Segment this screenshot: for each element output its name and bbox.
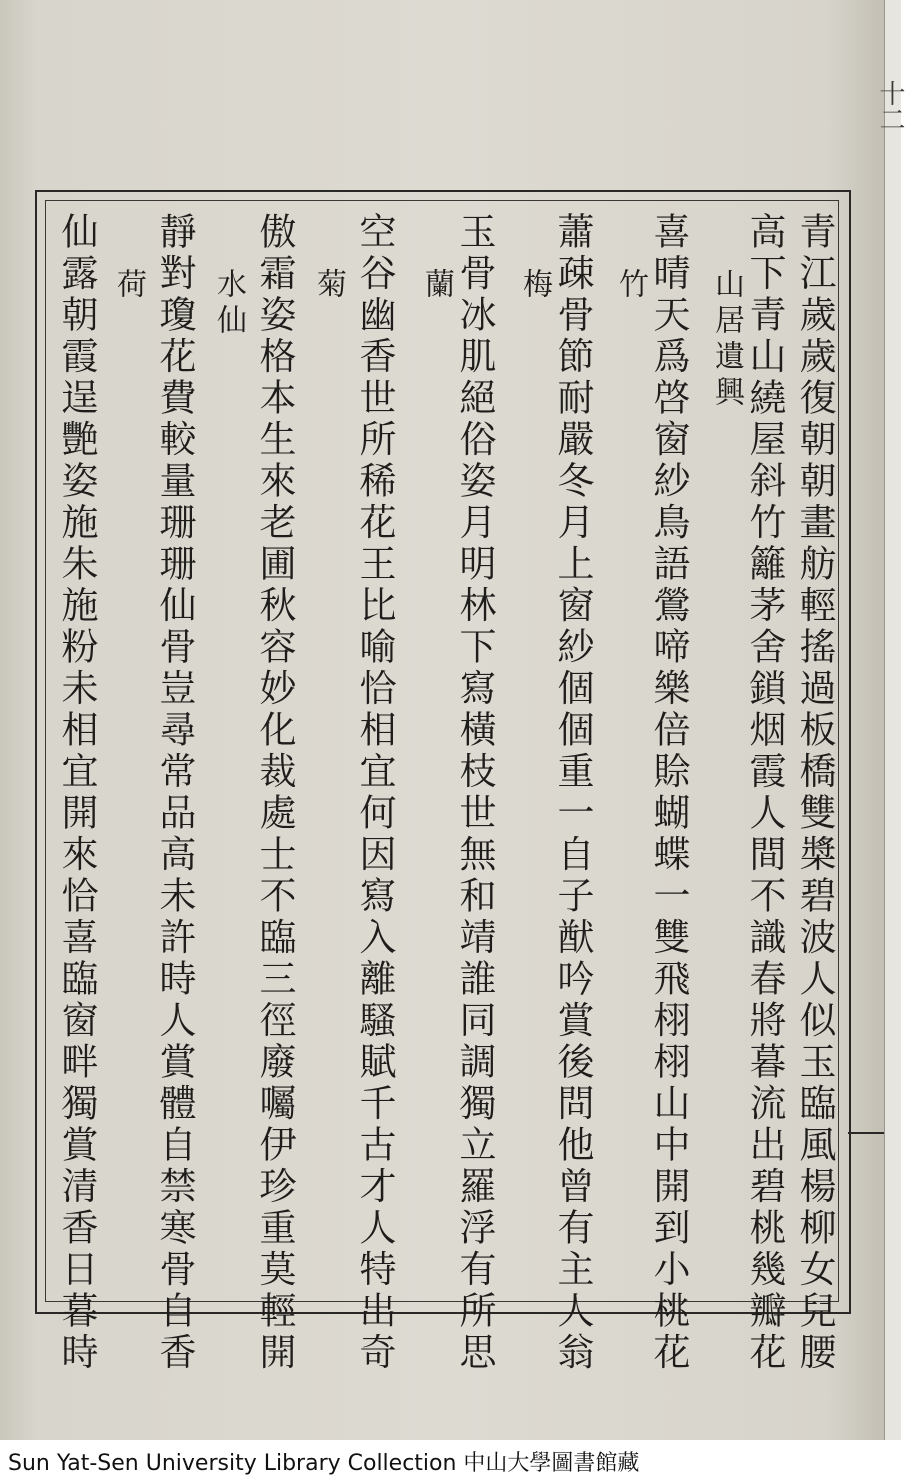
poem-line-6: 空谷幽香世所稀花王比喻恰相宜何因寫入離騷賦千古才人特出奇 [353,212,396,1374]
poem-title-lotus: 荷 [111,268,146,304]
poem-title-orchid: 蘭 [419,268,454,304]
page-edge [884,0,901,1440]
poem-line-3: 喜晴天爲啓窗紗鳥語鶯啼樂倍賒蝴蝶一雙飛栩栩山中開到小桃花 [647,212,690,1374]
poem-line-9: 仙露朝霞逞艷姿施朱施粉未相宜開來恰喜臨窗畔獨賞清香日暮時 [55,212,98,1374]
footer-bar [0,1440,900,1479]
poem-title-bamboo: 竹 [613,268,648,304]
page-tick [848,1132,884,1134]
poem-title-chrysanthemum: 菊 [311,268,346,304]
poem-title-shanju: 山居遺興 [709,268,744,412]
poem-line-1: 青江歲歲復朝朝畫舫輕搖過板橋雙槳碧波人似玉臨風楊柳女兒腰 [793,212,836,1374]
page-number-mark: 十二 [875,80,905,132]
poem-line-2: 高下青山繞屋斜竹籬茅舍鎖烟霞人間不識春將暮流出碧桃幾瓣花 [743,212,786,1374]
poem-title-plum: 梅 [517,268,552,304]
poem-title-narcissus: 水仙 [211,268,246,340]
footer-collection-label: Sun Yat-Sen University Library Collection 中山大學圖書館藏 [8,1451,640,1476]
poem-line-4: 蕭疎骨節耐嚴冬月上窗紗個個重一自子猷吟賞後問他曾有主人翁 [551,212,594,1374]
poem-line-8: 靜對瓊花費較量珊珊仙骨豈尋常品高未許時人賞體自禁寒骨自香 [153,212,196,1374]
poem-line-5: 玉骨冰肌絕俗姿月明林下寫橫枝世無和靖誰同調獨立羅浮有所思 [453,212,496,1374]
poem-line-7: 傲霜姿格本生來老圃秋容妙化裁處士不臨三徑廢囑伊珍重莫輕開 [253,212,296,1374]
